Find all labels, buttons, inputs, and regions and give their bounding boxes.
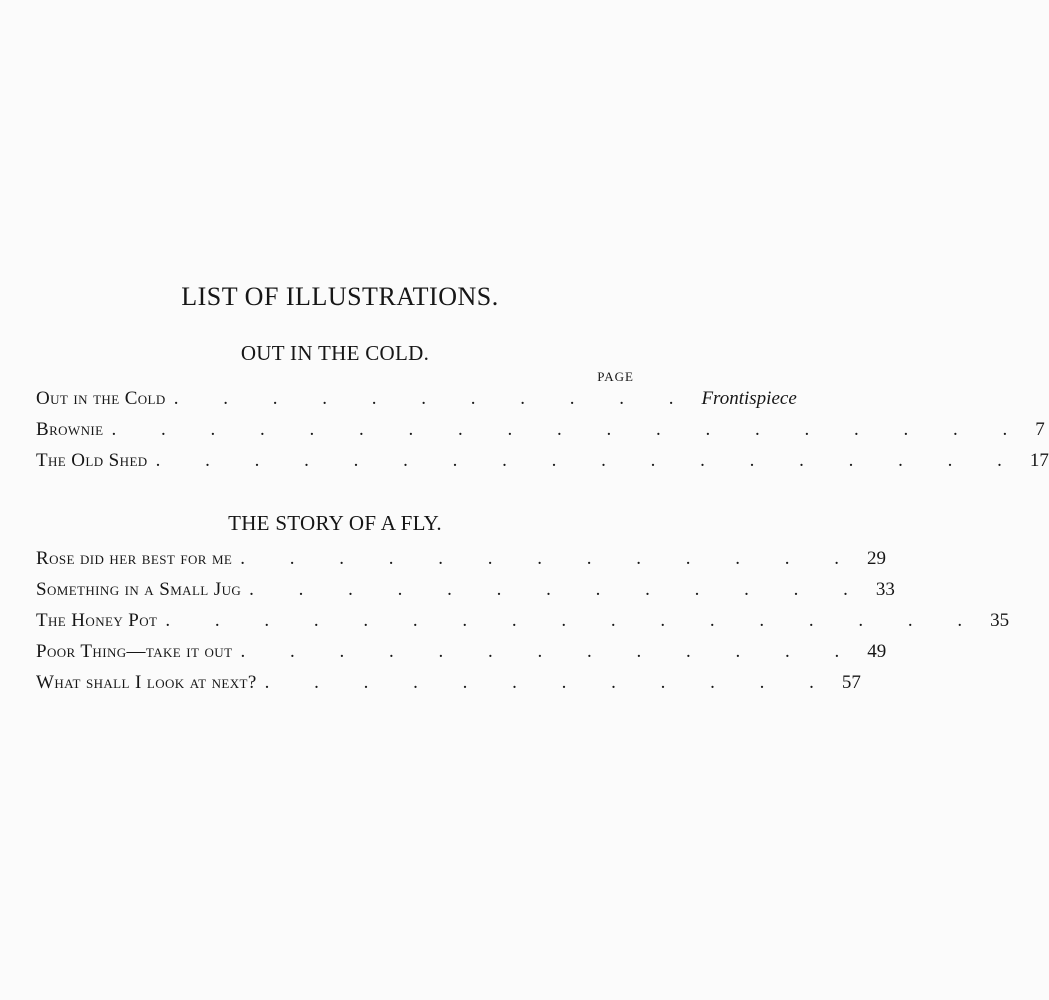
list-item — [36, 672, 861, 698]
section-heading-story-of-a-fly: THE STORY OF A FLY. — [228, 511, 442, 535]
entry-page: Frontispiece — [701, 388, 797, 409]
entry-page: 7 — [1035, 419, 1045, 440]
entry-page: 33 — [875, 579, 895, 600]
dot-leader: . . . . . . . . . . . . . . . . . . — [155, 450, 1022, 471]
entry-page: 35 — [990, 610, 1010, 631]
page-title: LIST OF ILLUSTRATIONS. — [181, 282, 499, 311]
entry-page: 57 — [841, 672, 861, 693]
entry-title: Poor Thing—take it out — [36, 641, 233, 662]
list-item — [36, 548, 887, 574]
section-heading-out-in-the-cold: OUT IN THE COLD. — [240, 341, 430, 365]
dot-leader: . . . . . . . . . . . . . — [249, 579, 868, 600]
list-item — [36, 579, 895, 605]
entry-title: What shall I look at next? — [36, 672, 257, 693]
entry-page: 49 — [867, 641, 887, 662]
dot-leader: . . . . . . . . . . . . . — [240, 548, 860, 569]
list-item — [36, 610, 1010, 636]
list-item — [36, 388, 797, 414]
dot-leader: . . . . . . . . . . . . . . . . . . . — [111, 419, 1028, 440]
page-column-label: PAGE — [597, 369, 634, 384]
entry-title: Out in the Cold — [36, 388, 166, 409]
entry-page: 17 — [1029, 450, 1049, 471]
list-item — [36, 450, 1049, 476]
dot-leader: . . . . . . . . . . . . . . . . . — [165, 610, 983, 631]
dot-leader: . . . . . . . . . . . . . — [240, 641, 860, 662]
entry-page: 29 — [867, 548, 887, 569]
entry-title: Rose did her best for me — [36, 548, 233, 569]
entry-title: The Honey Pot — [36, 610, 158, 631]
dot-leader: . . . . . . . . . . . — [173, 388, 694, 409]
entry-title: Something in a Small Jug — [36, 579, 242, 600]
entry-title: Brownie — [36, 419, 104, 440]
dot-leader: . . . . . . . . . . . . — [264, 672, 834, 693]
list-item — [36, 641, 887, 667]
entry-title: The Old Shed — [36, 450, 148, 471]
list-item — [36, 419, 1045, 445]
